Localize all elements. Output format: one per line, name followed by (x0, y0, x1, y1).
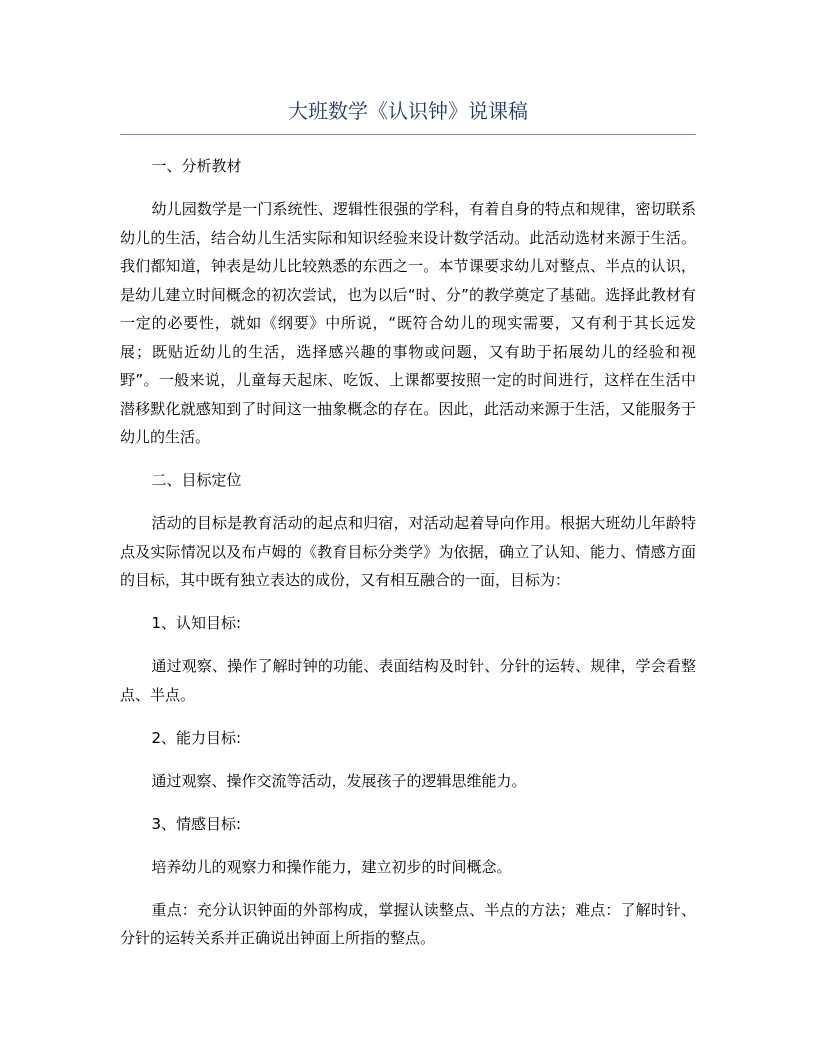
paragraph-ability-goal: 通过观察、操作交流等活动，发展孩子的逻辑思维能力。 (151, 771, 527, 790)
paragraph-key-points: 重点：充分认识钟面的外部构成，掌握认读整点、半点的方法；难点：了解时针、分针的运转关系并正确说出钟面上所指的整点。 (120, 900, 696, 947)
section-heading-analysis: 一、分析教材 (151, 157, 242, 175)
paragraph-goals: 活动的目标是教育活动的起点和归宿，对活动起着导向作用。根据大班幼儿年龄特点及实际情况以及布卢姆的《教育目标分类学》为依据，确立了认知、能力、情感方面的目标，其中既有独立表达的成份，又有相互融合的一面，目标为： (120, 514, 696, 589)
subheading-ability-goal: 2、能力目标: (151, 728, 242, 747)
paragraph-analysis: 幼儿园数学是一门系统性、逻辑性很强的学科，有着自身的特点和规律，密切联系幼儿的生活，结合幼儿生活实际和知识经验来设计数学活动。此活动选材来源于生活。我们都知道，钟表是幼儿比较熟悉的东西之一。本节课要求幼儿对整点、半点的认识，是幼儿建立时间概念的初次尝试，也为以后“时、分”的教学奠定了基础。选择此教材有一定的必要性，就如《纲要》中所说，“既符合幼儿的现实需要，又有利于其长远发展；既贴近幼儿的生活，选择感兴趣的事物或问题，又有助于拓展幼儿的经验和视野”。一般来说，儿童每天起床、吃饭、上课都要按照一定的时间进行，这样在生活中潜移默化就感知到了时间这一抽象概念的存在。因此，此活动来源于生活，又能服务于幼儿的生活。 (120, 200, 696, 446)
paragraph-emotion-goal: 培养幼儿的观察力和操作能力，建立初步的时间概念。 (151, 857, 512, 876)
subheading-emotion-goal: 3、情感目标: (151, 814, 242, 833)
paragraph-cognitive-goal: 通过观察、操作了解时钟的功能、表面结构及时针、分针的运转、规律，学会看整点、半点。 (120, 657, 696, 704)
subheading-cognitive-goal: 1、认知目标: (151, 614, 242, 632)
title-underline (120, 134, 696, 135)
document-title: 大班数学《认识钟》说课稿 (288, 99, 528, 123)
document-body (120, 152, 696, 967)
section-heading-goals: 二、目标定位 (151, 471, 242, 489)
